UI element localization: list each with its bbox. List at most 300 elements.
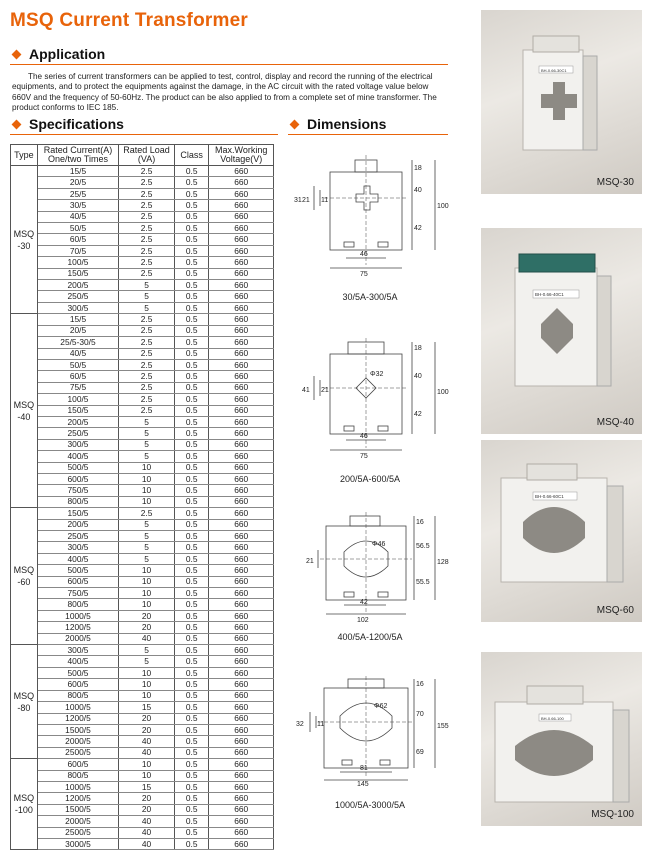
current-cell: 100/5 [37,394,118,405]
current-cell: 2000/5 [37,736,118,747]
photo-caption-msq30: MSQ-30 [596,177,634,188]
class-cell: 0.5 [174,188,209,199]
table-row [11,702,274,713]
load-cell: 10 [119,462,175,473]
header-class: Class [174,145,209,166]
msq30-model-text: BH-0.66-30C1 [541,68,567,73]
drawing-40-right-dim-1: 18 [414,345,422,352]
header-type: Type [11,145,38,166]
load-cell: 2.5 [119,223,175,234]
photo-caption-msq60: MSQ-60 [596,605,634,616]
dimensions-heading [288,116,386,132]
drawing-60-inner-width: 42 [360,599,368,606]
table-row [11,747,274,758]
current-cell: 100/5 [37,257,118,268]
load-cell: 10 [119,473,175,484]
current-cell: 40/5 [37,348,118,359]
header-current: Rated Current(A) One/two Times [37,145,118,166]
specifications-divider [10,134,278,135]
table-row [11,781,274,792]
load-cell: 10 [119,679,175,690]
current-cell: 600/5 [37,759,118,770]
table-row [11,302,274,313]
voltage-cell: 660 [209,553,274,564]
drawing-100-right-dim-2: 70 [416,711,424,718]
load-cell: 2.5 [119,325,175,336]
load-cell: 20 [119,610,175,621]
drawing-100-height: 155 [437,723,449,730]
load-cell: 2.5 [119,394,175,405]
type-cell: MSQ -80 [11,645,38,759]
specifications-table-body [11,166,274,850]
class-cell: 0.5 [174,622,209,633]
current-cell: 500/5 [37,462,118,473]
class-cell: 0.5 [174,633,209,644]
current-cell: 3000/5 [37,838,118,849]
table-row [11,223,274,234]
current-cell: 400/5 [37,451,118,462]
table-row [11,838,274,849]
table-row [11,337,274,348]
class-cell: 0.5 [174,804,209,815]
class-cell: 0.5 [174,200,209,211]
current-cell: 300/5 [37,542,118,553]
class-cell: 0.5 [174,371,209,382]
load-cell: 10 [119,496,175,507]
load-cell: 2.5 [119,268,175,279]
voltage-cell: 660 [209,200,274,211]
drawing-100-label: 1000/5A-3000/5A [334,800,406,810]
table-row [11,245,274,256]
diamond-bullet-icon [12,49,22,59]
drawing-60-diameter: Φ46 [372,541,386,548]
drawing-30-left-dim-2: 21 [302,197,310,204]
photo-caption-msq100: MSQ-100 [591,809,634,820]
class-cell: 0.5 [174,702,209,713]
voltage-cell: 660 [209,747,274,758]
drawing-100-left-dim-2: 11 [317,721,325,728]
voltage-cell: 660 [209,690,274,701]
voltage-cell: 660 [209,166,274,177]
voltage-cell: 660 [209,770,274,781]
drawing-40-right-dim-3: 42 [414,411,422,418]
msq100-transformer-icon [481,652,642,826]
voltage-cell: 660 [209,359,274,370]
table-row [11,234,274,245]
load-cell: 2.5 [119,245,175,256]
current-cell: 30/5 [37,200,118,211]
drawing-60-outer-width: 102 [357,617,369,622]
class-cell: 0.5 [174,302,209,313]
load-cell: 5 [119,553,175,564]
load-cell: 15 [119,702,175,713]
voltage-cell: 660 [209,759,274,770]
type-cell: MSQ -30 [11,166,38,314]
load-cell: 2.5 [119,348,175,359]
table-row [11,451,274,462]
class-cell: 0.5 [174,770,209,781]
voltage-cell: 660 [209,713,274,724]
voltage-cell: 660 [209,211,274,222]
class-cell: 0.5 [174,337,209,348]
load-cell: 5 [119,656,175,667]
diamond-bullet-icon [290,119,300,129]
current-cell: 600/5 [37,576,118,587]
drawing-30-inner-width: 46 [360,251,368,258]
current-cell: 1500/5 [37,724,118,735]
voltage-cell: 660 [209,268,274,279]
table-row [11,565,274,576]
current-cell: 2000/5 [37,816,118,827]
drawing-40-left-dim-1: 41 [302,387,310,394]
table-row [11,485,274,496]
class-cell: 0.5 [174,724,209,735]
drawing-30-right-dim-1: 18 [414,165,422,172]
class-cell: 0.5 [174,451,209,462]
current-cell: 2500/5 [37,827,118,838]
msq60-model-text: BH-0.66-60C1 [535,494,564,499]
drawing-60-right-dim-3: 55.5 [416,579,430,586]
table-header-row [11,145,274,166]
application-heading-label: Application [29,46,106,62]
table-row [11,496,274,507]
class-cell: 0.5 [174,599,209,610]
class-cell: 0.5 [174,394,209,405]
class-cell: 0.5 [174,542,209,553]
class-cell: 0.5 [174,245,209,256]
drawing-40-outer-width: 75 [360,453,368,460]
voltage-cell: 660 [209,793,274,804]
msq30-transformer-icon [481,10,642,194]
voltage-cell: 660 [209,257,274,268]
table-row [11,667,274,678]
class-cell: 0.5 [174,690,209,701]
table-row [11,371,274,382]
load-cell: 5 [119,645,175,656]
voltage-cell: 660 [209,348,274,359]
voltage-cell: 660 [209,280,274,291]
voltage-cell: 660 [209,656,274,667]
current-cell: 15/5 [37,314,118,325]
dimension-drawing-30 [290,150,450,280]
table-row [11,166,274,177]
voltage-cell: 660 [209,325,274,336]
load-cell: 2.5 [119,211,175,222]
load-cell: 40 [119,827,175,838]
voltage-cell: 660 [209,724,274,735]
current-cell: 1000/5 [37,702,118,713]
voltage-cell: 660 [209,302,274,313]
load-cell: 10 [119,485,175,496]
voltage-cell: 660 [209,371,274,382]
current-cell: 600/5 [37,473,118,484]
voltage-cell: 660 [209,428,274,439]
current-cell: 200/5 [37,280,118,291]
load-cell: 40 [119,633,175,644]
drawing-40-right-dim-2: 40 [414,373,422,380]
load-cell: 2.5 [119,371,175,382]
load-cell: 10 [119,667,175,678]
class-cell: 0.5 [174,645,209,656]
class-cell: 0.5 [174,667,209,678]
voltage-cell: 660 [209,781,274,792]
class-cell: 0.5 [174,736,209,747]
class-cell: 0.5 [174,439,209,450]
voltage-cell: 660 [209,223,274,234]
application-heading [10,46,105,62]
current-cell: 250/5 [37,291,118,302]
drawing-30-right-dim-3: 42 [414,225,422,232]
current-cell: 1000/5 [37,781,118,792]
load-cell: 10 [119,690,175,701]
table-row [11,827,274,838]
current-cell: 150/5 [37,268,118,279]
header-load: Rated Load (VA) [119,145,175,166]
drawing-40-left-dim-2: 21 [321,387,329,394]
load-cell: 2.5 [119,359,175,370]
application-text: The series of current transformers can be applied to test, control, display and record the running of the electrical equipments, and to protect the equipments against the damage, in the AC circuit with the rated voltage value below 660V and the frequency of 50-60Hz. The product can be also applied to from a complete set of mine transformer. The product conforms to IEC 185. [12,72,437,112]
table-row [11,622,274,633]
load-cell: 5 [119,439,175,450]
voltage-cell: 660 [209,291,274,302]
current-cell: 800/5 [37,690,118,701]
voltage-cell: 660 [209,439,274,450]
drawing-100-right-dim-1: 16 [416,681,424,688]
load-cell: 40 [119,747,175,758]
voltage-cell: 660 [209,245,274,256]
table-row [11,736,274,747]
drawing-100-right-dim-3: 69 [416,749,424,756]
table-row [11,268,274,279]
drawing-100-diameter: Φ62 [374,703,388,710]
specifications-table [10,144,274,850]
table-row [11,280,274,291]
table-row [11,531,274,542]
load-cell: 10 [119,588,175,599]
load-cell: 5 [119,428,175,439]
photo-caption-msq40: MSQ-40 [596,417,634,428]
msq40-model-text: BH-0.66-40C1 [535,292,564,297]
load-cell: 5 [119,451,175,462]
table-row [11,428,274,439]
current-cell: 500/5 [37,667,118,678]
table-row [11,713,274,724]
voltage-cell: 660 [209,633,274,644]
table-row [11,759,274,770]
load-cell: 2.5 [119,337,175,348]
current-cell: 150/5 [37,508,118,519]
class-cell: 0.5 [174,759,209,770]
load-cell: 5 [119,416,175,427]
table-row [11,508,274,519]
drawing-60-height: 128 [437,559,449,566]
current-cell: 60/5 [37,371,118,382]
current-cell: 60/5 [37,234,118,245]
load-cell: 2.5 [119,314,175,325]
current-cell: 25/5 [37,188,118,199]
current-cell: 20/5 [37,325,118,336]
load-cell: 5 [119,531,175,542]
dimension-drawing-60 [290,512,450,622]
class-cell: 0.5 [174,838,209,849]
table-row [11,724,274,735]
class-cell: 0.5 [174,257,209,268]
class-cell: 0.5 [174,781,209,792]
load-cell: 2.5 [119,234,175,245]
current-cell: 25/5-30/5 [37,337,118,348]
drawing-60-label: 400/5A-1200/5A [337,632,403,642]
current-cell: 250/5 [37,531,118,542]
table-row [11,177,274,188]
load-cell: 5 [119,542,175,553]
current-cell: 400/5 [37,553,118,564]
voltage-cell: 660 [209,177,274,188]
table-row [11,816,274,827]
load-cell: 40 [119,816,175,827]
class-cell: 0.5 [174,553,209,564]
load-cell: 2.5 [119,405,175,416]
class-cell: 0.5 [174,416,209,427]
load-cell: 2.5 [119,188,175,199]
current-cell: 1200/5 [37,622,118,633]
load-cell: 5 [119,302,175,313]
load-cell: 10 [119,565,175,576]
voltage-cell: 660 [209,337,274,348]
current-cell: 75/5 [37,382,118,393]
current-cell: 300/5 [37,302,118,313]
dimensions-divider [288,134,448,135]
voltage-cell: 660 [209,622,274,633]
current-cell: 400/5 [37,656,118,667]
table-row [11,462,274,473]
drawing-40-label: 200/5A-600/5A [339,474,401,484]
voltage-cell: 660 [209,416,274,427]
current-cell: 750/5 [37,588,118,599]
msq60-transformer-icon [481,440,642,622]
table-row [11,473,274,484]
type-cell: MSQ -100 [11,759,38,850]
table-row [11,257,274,268]
current-cell: 15/5 [37,166,118,177]
voltage-cell: 660 [209,679,274,690]
table-row [11,405,274,416]
voltage-cell: 660 [209,702,274,713]
drawing-30-left-dim-1: 31 [294,197,302,204]
class-cell: 0.5 [174,291,209,302]
table-row [11,633,274,644]
voltage-cell: 660 [209,838,274,849]
current-cell: 2500/5 [37,747,118,758]
drawing-30-height: 100 [437,203,449,210]
voltage-cell: 660 [209,496,274,507]
class-cell: 0.5 [174,827,209,838]
current-cell: 1200/5 [37,713,118,724]
dimension-drawing-40 [290,336,450,461]
table-row [11,690,274,701]
load-cell: 10 [119,770,175,781]
dimensions-heading-label: Dimensions [307,116,387,132]
drawing-30-left-dim-3: 11 [321,197,329,204]
class-cell: 0.5 [174,223,209,234]
voltage-cell: 660 [209,382,274,393]
load-cell: 10 [119,759,175,770]
msq100-model-text: BH-0.66-100 [541,716,564,721]
voltage-cell: 660 [209,804,274,815]
product-photo-msq100 [481,652,642,826]
table-row [11,679,274,690]
class-cell: 0.5 [174,382,209,393]
class-cell: 0.5 [174,519,209,530]
type-cell: MSQ -60 [11,508,38,645]
class-cell: 0.5 [174,656,209,667]
voltage-cell: 660 [209,816,274,827]
drawing-60-left-dim-1: 21 [306,558,314,565]
drawing-100-inner-width: 81 [360,765,368,772]
class-cell: 0.5 [174,428,209,439]
table-row [11,382,274,393]
table-row [11,599,274,610]
class-cell: 0.5 [174,747,209,758]
load-cell: 5 [119,280,175,291]
voltage-cell: 660 [209,314,274,325]
load-cell: 20 [119,724,175,735]
drawing-40-height: 100 [437,389,449,396]
class-cell: 0.5 [174,473,209,484]
class-cell: 0.5 [174,793,209,804]
load-cell: 20 [119,713,175,724]
load-cell: 5 [119,291,175,302]
current-cell: 2000/5 [37,633,118,644]
current-cell: 200/5 [37,519,118,530]
diamond-bullet-icon [12,119,22,129]
voltage-cell: 660 [209,588,274,599]
current-cell: 1200/5 [37,793,118,804]
table-row [11,291,274,302]
class-cell: 0.5 [174,508,209,519]
load-cell: 15 [119,781,175,792]
current-cell: 500/5 [37,565,118,576]
table-row [11,770,274,781]
current-cell: 40/5 [37,211,118,222]
voltage-cell: 660 [209,234,274,245]
load-cell: 2.5 [119,257,175,268]
class-cell: 0.5 [174,531,209,542]
table-row [11,645,274,656]
table-row [11,348,274,359]
current-cell: 250/5 [37,428,118,439]
class-cell: 0.5 [174,565,209,576]
class-cell: 0.5 [174,462,209,473]
drawing-40-svg [290,336,450,461]
load-cell: 5 [119,519,175,530]
load-cell: 20 [119,793,175,804]
class-cell: 0.5 [174,679,209,690]
table-row [11,416,274,427]
voltage-cell: 660 [209,645,274,656]
class-cell: 0.5 [174,485,209,496]
voltage-cell: 660 [209,485,274,496]
voltage-cell: 660 [209,473,274,484]
dimension-drawing-100 [290,676,450,786]
current-cell: 200/5 [37,416,118,427]
current-cell: 800/5 [37,496,118,507]
class-cell: 0.5 [174,405,209,416]
voltage-cell: 660 [209,508,274,519]
current-cell: 600/5 [37,679,118,690]
current-cell: 800/5 [37,599,118,610]
table-row [11,439,274,450]
table-row [11,359,274,370]
